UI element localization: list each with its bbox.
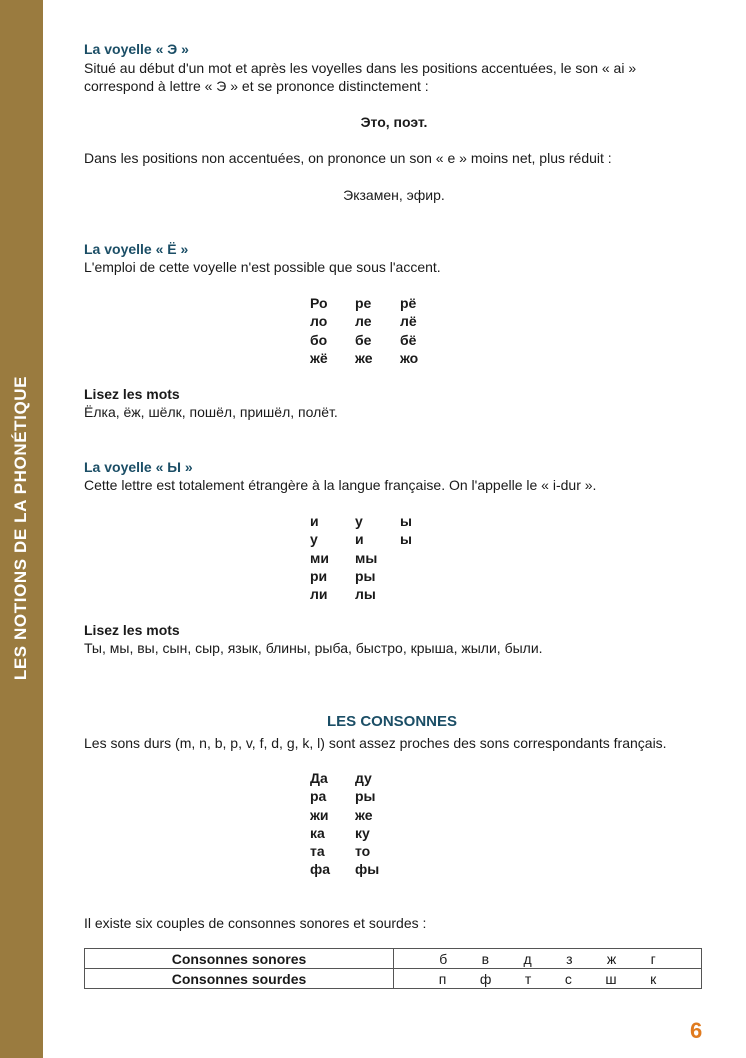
table-row bbox=[85, 969, 702, 989]
syllable: Да bbox=[310, 770, 328, 786]
letter: ф bbox=[479, 970, 492, 987]
syllable: ры bbox=[355, 567, 376, 584]
read-words-title: Lisez les mots bbox=[84, 386, 180, 402]
grid-row bbox=[310, 824, 400, 842]
grid-row bbox=[310, 787, 400, 805]
syllable-grid-y bbox=[310, 512, 445, 603]
paragraph: Cette lettre est totalement étrangère à la langue française. On l'appelle le « i-dur ». bbox=[84, 477, 597, 493]
syllable: ло bbox=[310, 313, 328, 330]
syllable: ра bbox=[310, 788, 327, 805]
syllable-grid-yo bbox=[310, 294, 445, 367]
paragraph: Il existe six couples de consonnes sonores et sourdes : bbox=[84, 915, 427, 931]
syllable: ду bbox=[355, 770, 372, 786]
letter: ш bbox=[605, 970, 617, 987]
grid-row bbox=[310, 349, 445, 367]
syllable bbox=[400, 549, 445, 567]
sidebar bbox=[0, 0, 43, 1058]
letter: т bbox=[524, 970, 532, 987]
paragraph: Situé au début d'un mot et après les voyelles dans les positions accentuées, le son « ai » bbox=[84, 60, 637, 76]
syllable: ми bbox=[310, 549, 329, 566]
heading-voyelle-e: La voyelle « Э » bbox=[84, 41, 189, 57]
syllable: же bbox=[355, 349, 373, 366]
grid-row bbox=[310, 567, 445, 585]
syllable: ле bbox=[355, 313, 372, 330]
syllable: мы bbox=[355, 549, 378, 566]
syllable: лы bbox=[355, 586, 376, 603]
sidebar-label: LES NOTIONS DE LA PHONÉTIQUE bbox=[11, 375, 30, 681]
read-words-list: Ёлка, ёж, шёлк, пошёл, пришёл, полёт. bbox=[84, 404, 338, 420]
syllable bbox=[400, 567, 445, 585]
letters-cell bbox=[394, 949, 702, 969]
grid-row bbox=[310, 530, 445, 548]
letter: г bbox=[650, 950, 656, 967]
letter: с bbox=[564, 970, 572, 987]
syllable: у bbox=[355, 513, 363, 529]
syllable: жо bbox=[400, 349, 419, 366]
syllable: бе bbox=[355, 331, 372, 348]
letter: в bbox=[481, 950, 490, 967]
page-number: 6 bbox=[690, 1018, 703, 1043]
syllable: ы bbox=[400, 531, 412, 548]
letter: б bbox=[439, 950, 448, 967]
syllable: и bbox=[355, 531, 364, 548]
grid-row bbox=[310, 294, 445, 312]
read-words-list: Ты, мы, вы, сын, сыр, язык, блины, рыба, быстро, крыша, жыли, были. bbox=[84, 640, 543, 656]
heading-voyelle-y: La voyelle « Ы » bbox=[84, 459, 193, 475]
syllable: же bbox=[355, 806, 373, 823]
grid-row bbox=[310, 312, 445, 330]
grid-row bbox=[310, 860, 400, 878]
syllable: ку bbox=[355, 824, 370, 841]
syllable: ри bbox=[310, 567, 328, 584]
letter: д bbox=[523, 950, 532, 967]
row-label: Consonnes sourdes bbox=[85, 969, 394, 989]
grid-row bbox=[310, 806, 400, 824]
syllable bbox=[400, 585, 445, 603]
paragraph: correspond à lettre « Э » et se prononce distinctement : bbox=[84, 78, 429, 94]
letter: п bbox=[438, 970, 447, 987]
syllable: фы bbox=[355, 861, 380, 878]
table-row bbox=[85, 949, 702, 969]
grid-row bbox=[310, 512, 445, 530]
consonant-pairs-table bbox=[84, 948, 702, 989]
syllable: жи bbox=[310, 806, 329, 823]
letters-cell bbox=[394, 969, 702, 989]
syllable: у bbox=[310, 531, 318, 548]
grid-row bbox=[310, 331, 445, 349]
syllable: рё bbox=[400, 295, 417, 311]
syllable: ли bbox=[310, 586, 328, 603]
letter: ж bbox=[606, 950, 617, 967]
syllable-grid-consonnes bbox=[310, 769, 400, 879]
syllable: то bbox=[355, 843, 371, 860]
syllable: ка bbox=[310, 824, 325, 841]
syllable: бо bbox=[310, 331, 328, 348]
syllable: и bbox=[310, 513, 319, 529]
syllable: ры bbox=[355, 788, 376, 805]
syllable: ы bbox=[400, 513, 412, 529]
grid-row bbox=[310, 585, 445, 603]
grid-row bbox=[310, 769, 400, 787]
read-words-title: Lisez les mots bbox=[84, 622, 180, 638]
grid-row bbox=[310, 549, 445, 567]
letter: к bbox=[650, 970, 657, 987]
syllable: бё bbox=[400, 331, 417, 348]
paragraph: L'emploi de cette voyelle n'est possible que sous l'accent. bbox=[84, 259, 441, 275]
syllable: Ро bbox=[310, 295, 328, 311]
syllable: та bbox=[310, 843, 325, 860]
syllable: лё bbox=[400, 313, 417, 330]
row-label: Consonnes sonores bbox=[85, 949, 394, 969]
section-title-consonnes: LES CONSONNES bbox=[326, 713, 458, 730]
example-words: Экзамен, эфир. bbox=[343, 187, 445, 203]
paragraph: Les sons durs (m, n, b, p, v, f, d, g, k, l) sont assez proches des sons correspondants français. bbox=[84, 735, 667, 751]
syllable: фа bbox=[310, 861, 331, 878]
letter: з bbox=[566, 950, 573, 967]
grid-row bbox=[310, 842, 400, 860]
paragraph: Dans les positions non accentuées, on prononce un son « e » moins net, plus réduit : bbox=[84, 150, 612, 166]
example-words: Это, поэт. bbox=[360, 114, 428, 130]
syllable: ре bbox=[355, 295, 372, 311]
syllable: жё bbox=[310, 349, 328, 366]
heading-voyelle-yo: La voyelle « Ё » bbox=[84, 241, 189, 257]
